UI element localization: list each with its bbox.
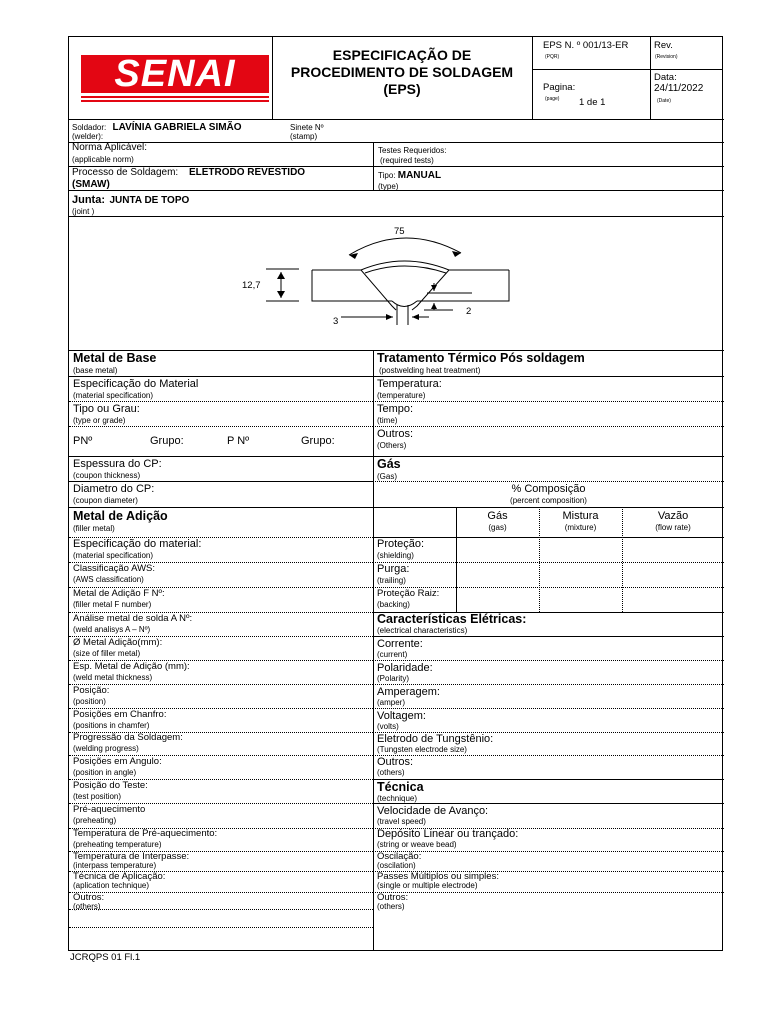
- preheat-label: Pré-aquecimento: [73, 804, 146, 815]
- eps-label: EPS N. º: [543, 40, 581, 51]
- col-gas-header: Gás: [487, 510, 508, 522]
- travel-speed-sub: (travel speed): [377, 817, 426, 826]
- backing-sub: (backing): [377, 600, 410, 609]
- stamp-sub: (stamp): [290, 132, 318, 141]
- filler-thickness-label: Esp. Metal de Adição (mm):: [73, 661, 190, 672]
- plate-right: [412, 270, 509, 310]
- welder-label: Soldador:: [72, 123, 107, 132]
- base-metal-sub: (base metal): [73, 366, 118, 375]
- technique-title-sub: (technique): [377, 794, 418, 803]
- angle-label: 75: [394, 226, 405, 237]
- composition-label: % Composição: [511, 483, 586, 495]
- bead-type-label: Depósito Linear ou trançado:: [377, 828, 519, 840]
- logo-underline: [81, 96, 269, 98]
- logo-underline-2: [81, 100, 269, 102]
- type-sub: (type): [378, 182, 399, 191]
- joint-diagram: [69, 217, 724, 350]
- a-number-label: Análise metal de solda A Nº:: [73, 613, 193, 624]
- a-number-sub: (weld analisys A – Nº): [73, 625, 151, 634]
- chamfer-positions-label: Posições em Chanfro:: [73, 709, 167, 720]
- coupon-thickness-label: Espessura do CP:: [73, 458, 162, 470]
- interpass-sub: (interpass temperature): [73, 861, 157, 870]
- tests-label: Testes Requeridos:: [378, 146, 447, 155]
- pn-2-label: P Nº: [227, 435, 250, 447]
- title-line-1: ESPECIFICAÇÃO DE: [332, 47, 472, 63]
- aws-label: Classificação AWS:: [73, 563, 156, 574]
- norm-label: Norma Aplicável:: [72, 142, 148, 153]
- f-number-sub: (filler metal F number): [73, 600, 152, 609]
- type-value: MANUAL: [397, 170, 442, 181]
- preheat-temp-label: Temperatura de Pré-aquecimento:: [73, 828, 218, 839]
- col-mixture-header: Mistura: [562, 510, 599, 522]
- filler-metal-title: Metal de Adição: [73, 509, 168, 523]
- base-metal-title: Metal de Base: [73, 351, 157, 365]
- technique-label: Técnica de Aplicação:: [73, 871, 166, 882]
- norm-sub: (applicable norm): [72, 155, 134, 164]
- date-sub: (Date): [657, 98, 671, 104]
- electrical-others-label: Outros:: [377, 756, 414, 768]
- electrical-others-sub: (others): [377, 768, 405, 777]
- rev-sub: (Revision): [655, 54, 678, 60]
- document-title: [273, 47, 531, 98]
- tungsten-label: Eletrodo de Tungstênio:: [377, 733, 494, 745]
- gap-label: 3: [333, 316, 339, 327]
- welder-sub: (welder):: [72, 132, 104, 141]
- temperature-sub: (temperature): [377, 391, 426, 400]
- thickness-label: 12,7: [242, 280, 261, 291]
- voltage-sub: (volts): [377, 722, 399, 731]
- stamp-label: Sinete Nº: [290, 123, 324, 132]
- electrical-sub: (electrical characteristics): [377, 626, 468, 635]
- welder-value: LAVÍNIA GABRIELA SIMÃO: [112, 122, 242, 133]
- tests-sub: (required tests): [380, 156, 434, 165]
- shielding-label: Proteção:: [377, 538, 425, 550]
- technique-title: Técnica: [377, 780, 424, 794]
- material-spec-label: Especificação do Material: [73, 378, 199, 390]
- col-mixture-sub: (mixture): [564, 523, 597, 532]
- joint-value: JUNTA DE TOPO: [109, 195, 190, 206]
- eps-sub: (PQR): [545, 54, 560, 60]
- pwht-title: Tratamento Térmico Pós soldagem: [377, 351, 585, 365]
- col-flow-sub: (flow rate): [655, 523, 691, 532]
- oscillation-label: Oscilação:: [377, 851, 422, 862]
- passes-sub: (single or multiple electrode): [377, 881, 478, 890]
- bead-type-sub: (string or weave bead): [377, 840, 457, 849]
- travel-speed-label: Velocidade de Avanço:: [377, 805, 489, 817]
- preheat-sub: (preheating): [73, 816, 117, 825]
- amperage-sub: (amper): [377, 698, 406, 707]
- filler-size-label: Ø Metal Adição(mm):: [73, 637, 163, 648]
- page-sub: (page): [545, 96, 560, 102]
- others-sub: (others): [73, 902, 101, 911]
- pn-1-label: PNº: [73, 435, 93, 447]
- type-grade-label: Tipo ou Grau:: [73, 403, 140, 415]
- date-label: Data:: [654, 72, 677, 83]
- f-number-label: Metal de Adição F Nº:: [73, 588, 165, 599]
- coupon-diameter-label: Diametro do CP:: [73, 483, 155, 495]
- passes-label: Passes Múltiplos ou simples:: [377, 871, 499, 882]
- oscillation-sub: (oscilation): [377, 861, 416, 870]
- polarity-label: Polaridade:: [377, 662, 433, 674]
- date-value: 24/11/2022: [654, 83, 704, 94]
- time-label: Tempo:: [377, 403, 414, 415]
- chamfer-positions-sub: (positions in chamfer): [73, 721, 150, 730]
- polarity-sub: (Polarity): [377, 674, 410, 683]
- eps-form: [68, 36, 723, 951]
- filler-metal-sub: (filler metal): [73, 524, 115, 533]
- coupon-thickness-sub: (coupon thickness): [73, 471, 141, 480]
- coupon-diameter-sub: (coupon diameter): [73, 496, 138, 505]
- filler-spec-sub: (material specification): [73, 551, 154, 560]
- joint-field: [72, 193, 189, 207]
- filler-size-sub: (size of filler metal): [73, 649, 141, 658]
- technique-others-label: Outros:: [377, 892, 409, 903]
- title-line-2: PROCEDIMENTO DE SOLDAGEM: [290, 64, 514, 80]
- welding-progress-label: Progressão da Soldagem:: [73, 732, 183, 743]
- page-label: Pagina:: [543, 82, 576, 93]
- angle-positions-label: Posições em Angulo:: [73, 756, 162, 767]
- process-value-2: (SMAW): [72, 179, 110, 190]
- title-line-3: (EPS): [383, 81, 421, 97]
- shielding-sub: (shielding): [377, 551, 414, 560]
- current-label: Corrente:: [377, 638, 423, 650]
- technique-others-sub: (others): [377, 902, 405, 911]
- trailing-label: Purga:: [377, 563, 410, 575]
- process-value: ELETRODO REVESTIDO: [188, 167, 306, 178]
- test-position-sub: (test position): [73, 792, 122, 801]
- temperature-label: Temperatura:: [377, 378, 442, 390]
- time-sub: (time): [377, 416, 398, 425]
- joint-sub: (joint ): [72, 207, 95, 216]
- tungsten-sub: (Tungsten electrode size): [377, 745, 467, 754]
- voltage-label: Voltagem:: [377, 710, 426, 722]
- root-label: 2: [466, 306, 472, 317]
- pwht-others-sub: (Others): [377, 441, 407, 450]
- position-sub: (position): [73, 697, 106, 706]
- test-position-label: Posição do Teste:: [73, 780, 148, 791]
- logo-text: SENAI: [114, 53, 236, 95]
- filler-spec-label: Especificação do material:: [73, 538, 202, 550]
- welding-progress-sub: (welding progress): [73, 744, 139, 753]
- current-sub: (current): [377, 650, 408, 659]
- electrical-title: Características Elétricas:: [377, 612, 527, 626]
- aws-sub: (AWS classification): [73, 575, 144, 584]
- pwht-others-label: Outros:: [377, 428, 414, 440]
- plate-left: [312, 270, 396, 310]
- backing-label: Proteção Raiz:: [377, 588, 440, 599]
- angle-positions-sub: (position in angle): [73, 768, 137, 777]
- pwht-sub: (postwelding heat treatment): [379, 366, 481, 375]
- eps-value: 001/13-ER: [582, 40, 629, 51]
- trailing-sub: (trailing): [377, 576, 406, 585]
- form-code: JCRQPS 01 Fl.1: [70, 952, 141, 963]
- composition-sub: (percent composition): [510, 496, 587, 505]
- gas-title: Gás: [377, 457, 401, 471]
- joint-label: Junta:: [72, 194, 105, 206]
- type-label: Tipo:: [378, 171, 396, 180]
- others-label: Outros:: [73, 892, 105, 903]
- filler-thickness-sub: (weld metal thickness): [73, 673, 153, 682]
- angle-arc: [349, 238, 461, 255]
- col-flow-header: Vazão: [657, 510, 689, 522]
- amperage-label: Amperagem:: [377, 686, 440, 698]
- gas-sub: (Gas): [377, 472, 397, 481]
- type-grade-sub: (type or grade): [73, 416, 126, 425]
- col-gas-sub: (gas): [488, 523, 507, 532]
- page-value: 1 de 1: [579, 97, 606, 108]
- process-label: Processo de Soldagem:: [72, 167, 179, 178]
- senai-logo: [81, 55, 269, 93]
- material-spec-sub: (material specification): [73, 391, 154, 400]
- technique-sub: (aplication technique): [73, 881, 150, 890]
- position-label: Posição:: [73, 685, 110, 696]
- group-2-label: Grupo:: [301, 435, 335, 447]
- rev-label: Rev.: [654, 40, 673, 51]
- preheat-temp-sub: (preheating temperature): [73, 840, 162, 849]
- interpass-label: Temperatura de Interpasse:: [73, 851, 190, 862]
- group-1-label: Grupo:: [150, 435, 184, 447]
- process-field: [72, 167, 370, 179]
